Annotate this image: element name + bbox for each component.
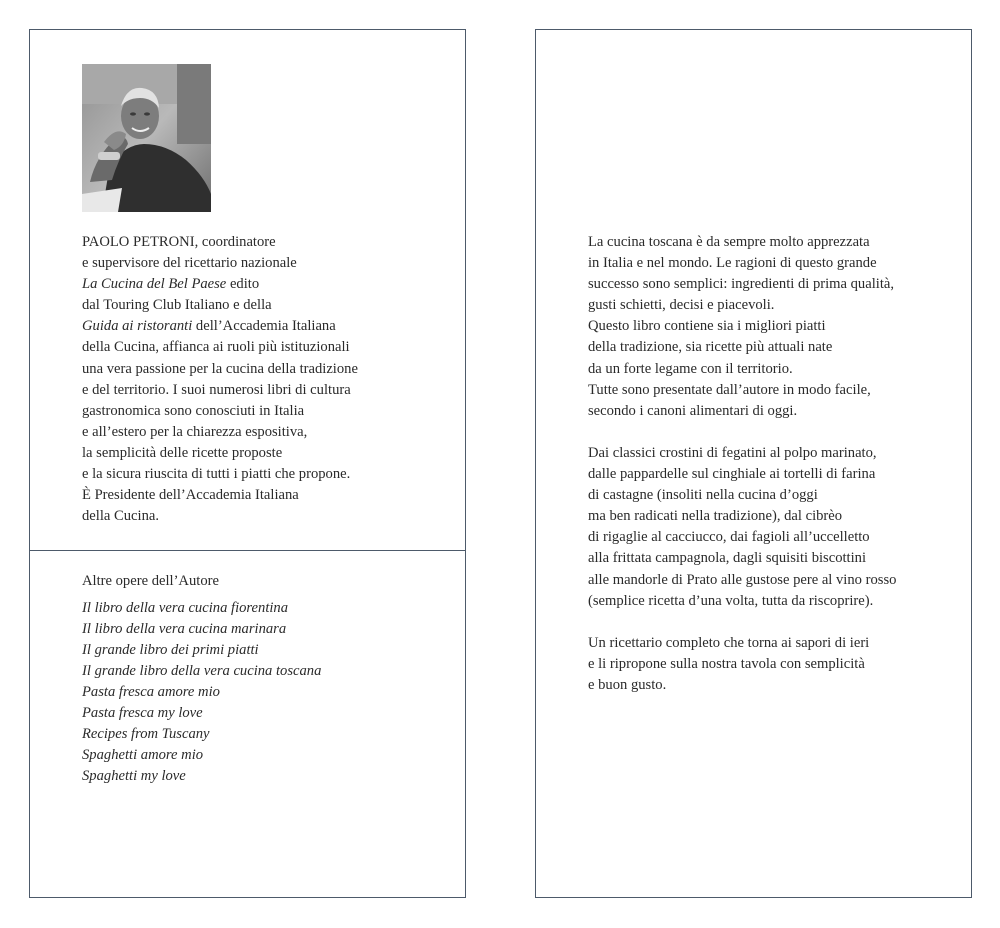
other-works-list bbox=[82, 598, 321, 787]
description-line: (semplice ricetta d’una volta, tutta da riscoprire). bbox=[588, 592, 874, 609]
description-line: in Italia e nel mondo. Le ragioni di questo grande bbox=[588, 255, 877, 272]
description-line: Dai classici crostini di fegatini al polpo marinato, bbox=[588, 444, 877, 461]
bio-line: dal Touring Club Italiano e della bbox=[82, 297, 272, 314]
guide-title-italic: Guida ai ristoranti bbox=[82, 318, 193, 335]
description-line: secondo i canoni alimentari di oggi. bbox=[588, 402, 798, 419]
work-title: Spaghetti my love bbox=[82, 768, 186, 784]
description-line: alle mandorle di Prato alle gustose pere al vino rosso bbox=[588, 571, 897, 588]
description-paragraph bbox=[588, 633, 968, 696]
work-title: Pasta fresca my love bbox=[82, 705, 203, 721]
author-photo bbox=[82, 64, 211, 212]
description-line: ma ben radicati nella tradizione), dal cibrèo bbox=[588, 508, 843, 525]
description-line: La cucina toscana è da sempre molto apprezzata bbox=[588, 234, 870, 250]
work-title: Il grande libro dei primi piatti bbox=[82, 642, 259, 658]
work-title: Il libro della vera cucina marinara bbox=[82, 621, 287, 637]
work-title: Il libro della vera cucina fiorentina bbox=[82, 600, 289, 616]
bio-line: È Presidente dell’Accademia Italiana bbox=[82, 487, 299, 504]
description-line: Questo libro contiene sia i migliori piatti bbox=[588, 318, 826, 335]
bio-line: PAOLO PETRONI, coordinatore bbox=[82, 234, 276, 250]
work-title: Spaghetti amore mio bbox=[82, 747, 204, 763]
bio-line: gastronomica sono conosciuti in Italia bbox=[82, 402, 305, 419]
description-line: da un forte legame con il territorio. bbox=[588, 360, 793, 377]
description-paragraph bbox=[588, 232, 968, 422]
bio-line: e all’estero per la chiarezza espositiva, bbox=[82, 423, 308, 440]
description-line: successo sono semplici: ingredienti di prima qualità, bbox=[588, 276, 894, 293]
description-line: Un ricettario completo che torna ai sapori di ieri bbox=[588, 634, 870, 651]
description-line: di castagne (insoliti nella cucina d’oggi bbox=[588, 487, 818, 504]
bio-line: una vera passione per la cucina della tradizione bbox=[82, 360, 358, 377]
other-works-heading: Altre opere dell’Autore bbox=[82, 573, 219, 589]
work-title: Pasta fresca amore mio bbox=[82, 684, 220, 700]
book-description-panel bbox=[535, 29, 972, 898]
description-line: gusti schietti, decisi e piacevoli. bbox=[588, 297, 775, 314]
bio-line: della Cucina. bbox=[82, 508, 159, 525]
description-line: alla frittata campagnola, dagli squisiti biscottini bbox=[588, 550, 867, 567]
bio-line: la semplicità delle ricette proposte bbox=[82, 444, 283, 461]
section-divider bbox=[30, 550, 465, 551]
bio-line: della Cucina, affianca ai ruoli più istituzionali bbox=[82, 339, 350, 356]
description-line: dalle pappardelle sul cinghiale ai tortelli di farina bbox=[588, 466, 876, 483]
work-title: Il grande libro della vera cucina toscana bbox=[82, 663, 322, 679]
author-panel bbox=[29, 29, 466, 898]
bio-line: Guida ai ristoranti dell’Accademia Italiana bbox=[82, 318, 336, 335]
author-bio bbox=[82, 232, 462, 527]
bio-line: La Cucina del Bel Paese edito bbox=[82, 276, 260, 293]
bio-line: e del territorio. I suoi numerosi libri di cultura bbox=[82, 381, 351, 398]
description-line: della tradizione, sia ricette più attuali nate bbox=[588, 339, 833, 356]
description-line: e buon gusto. bbox=[588, 676, 667, 693]
description-paragraph bbox=[588, 443, 968, 612]
book-description bbox=[588, 232, 968, 717]
bio-line: e supervisore del ricettario nazionale bbox=[82, 255, 297, 272]
description-line: di rigaglie al cacciucco, dai fagioli all’uccelletto bbox=[588, 529, 870, 546]
author-portrait-image bbox=[82, 64, 211, 212]
bio-line: e la sicura riuscita di tutti i piatti che propone. bbox=[82, 466, 351, 483]
book-title-italic: La Cucina del Bel Paese bbox=[82, 276, 227, 293]
description-line: Tutte sono presentate dall’autore in modo facile, bbox=[588, 381, 871, 398]
work-title: Recipes from Tuscany bbox=[82, 726, 210, 742]
description-line: e li ripropone sulla nostra tavola con semplicità bbox=[588, 655, 865, 672]
